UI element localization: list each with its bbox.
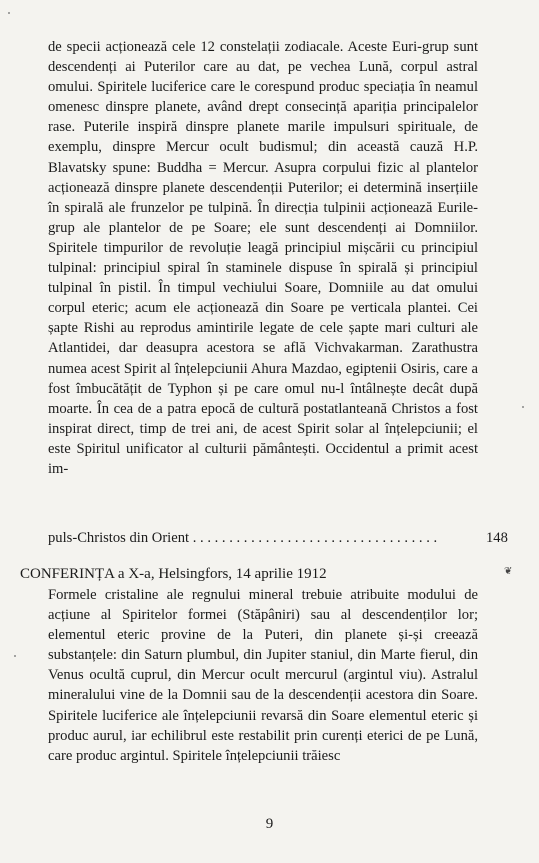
scan-speck-icon (522, 406, 524, 408)
page-number: 9 (265, 816, 274, 832)
margin-mark-icon: ❦ (504, 566, 513, 577)
scan-speck-icon (8, 12, 10, 14)
entry-paragraph-1: de specii acționează cele 12 constelații zodiacale. Aceste Euri-grup sunt descendenți ai Puterilor care au dat, pe vechea Lună, corpul astral omului. Spiritele luciferice care le corespund produc speciația în neamul omenesc dinspre planete, având drept consecință apariția principalelor rase. Puterile inspiră dinspre planete marile impulsuri spirituale, de exemplu, dinspre Mercur ocult budismul; din această cauză H.P. Blavatsky spune: Buddha = Mercur. Asupra corpului fizic al plantelor acționează dinspre planete descendenții Puterilor; ei determină inserțiile în spirală ale frunzelor pe tulpină. În direcția tulpinii acționează Eurile-grup ale plantelor de pe Soare; ele sunt descendenți ai Domniilor. Spiritele timpurilor de revoluție leagă principiul mișcării cu principiul tulpinal: principiul spiral în staminele dispuse în spirală și principiul tulpinal în pistil. În timpul vechiului Soare, Domniile au dat omului corpul eteric; acum ele acționează din Soare pe verticala plantei. Cei șapte Rishi au reprodus amintirile legate de cele șapte mari culturi ale Atlantidei, dar deasupra acestora se află Vichvakarman. Zarathustra numea acest Spirit al înțelepciunii Ahura Mazdao, egiptenii Osiris, care a fost îmbucătățit de Typhon și pe care omul nu-l întâlnește decât după moarte. În cea de a patra epocă de cultură postatlanteană Christos a fost inspirat direct, timp de trei ani, de acest Spirit solar al înțelepciunii; el este Spiritul unificator al culturii pământești. Occidentul a primit acest im- (48, 39, 478, 477)
entry-paragraph-2: Formele cristaline ale regnului mineral trebuie atribuite modului de acțiune al Spiritelor formei (Stăpâniri) sau al descendenților lor; elementul eteric provine de la Puteri, din planete și-și creează substanțele: din Saturn plumbul, din Jupiter staniul, din Marte fierul, din Venus ocultă cuprul, din Mercur ocult mercurul (argintul viu). Astralul mineralului vine de la Domnii sau de la descendenții acestora din Soare. Spiritele luciferice ale înțelepciunii revarsă din Soare elementul eteric și produc aurul, iar echilibrul este restabilit prin curenți eterici de pe Lună, care produc argintul. Spiritele înțelepciunii trăiesc (48, 587, 478, 764)
entry-1-page-reference: 148 (486, 530, 508, 546)
lecture-heading: CONFERINȚA a X-a, Helsingfors, 14 aprilie 1912 (20, 566, 327, 582)
entry-1-last-line-leader: puls-Christos din Orient . . . . . . . . . . . . . . . . . . . . . . . . . . . . . . . . . . (48, 530, 438, 546)
scan-speck-icon (14, 655, 16, 657)
